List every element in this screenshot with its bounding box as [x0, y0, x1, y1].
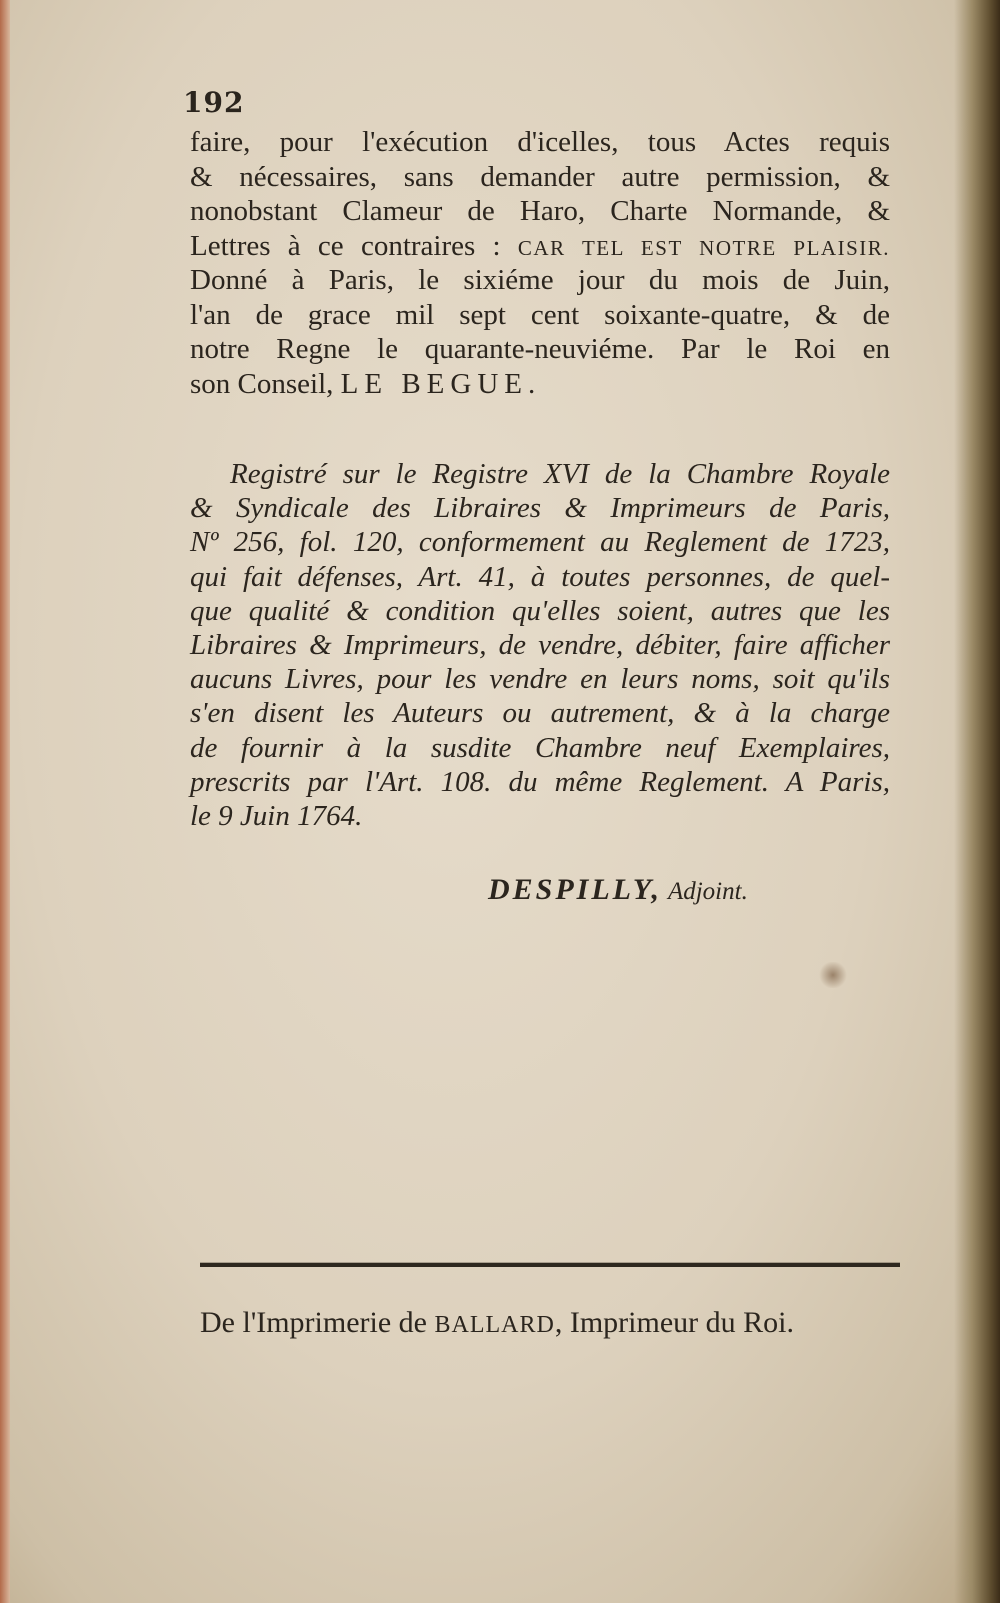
imprint-prefix: De l'Imprimerie de: [200, 1306, 427, 1339]
page-number: 192: [183, 86, 245, 119]
text-line: [190, 229, 890, 264]
registration-notice: [190, 457, 890, 833]
text-line: notre Regne le quarante-neuviéme. Par le Roi en: [190, 333, 890, 365]
text-line: nonobstant Clameur de Haro, Charte Normande, &: [190, 195, 890, 227]
registry-line: aucuns Livres, pour les vendre en leurs noms, soit qu'ils: [190, 663, 890, 696]
page-gutter-shadow: [954, 0, 1000, 1603]
registry-line: qui fait défenses, Art. 41, à toutes personnes, de quel-: [190, 560, 890, 593]
text-line: Donné à Paris, le sixiéme jour du mois de Juin,: [190, 264, 890, 296]
page-left-edge: [0, 0, 10, 1603]
text-segment: son Conseil,: [190, 367, 334, 400]
signature-name: DESPILLY,: [488, 873, 662, 906]
registry-line: de fournir à la susdite Chambre neuf Exemplaires,: [190, 731, 890, 764]
registry-line: prescrits par l'Art. 108. du même Reglement. A Paris,: [190, 765, 890, 798]
imprint-suffix: , Imprimeur du Roi.: [554, 1306, 794, 1339]
registry-line: Nº 256, fol. 120, conformement au Reglement de 1723,: [190, 526, 890, 559]
text-segment: Lettres à ce contraires :: [190, 229, 501, 262]
text-line: & nécessaires, sans demander autre permission, &: [190, 160, 890, 193]
printer-name: BALLARD: [434, 1312, 555, 1338]
registry-line: Libraires & Imprimeurs, de vendre, débiter, faire afficher: [190, 628, 890, 661]
horizontal-rule: [200, 1263, 900, 1267]
registry-line: que qualité & condition qu'elles soient, autres que les: [190, 594, 890, 627]
registry-line: le 9 Juin 1764.: [190, 799, 363, 832]
decree-closing-text: [190, 125, 890, 401]
paper-stain: [818, 962, 848, 988]
text-line: [190, 367, 890, 402]
signature-title: Adjoint.: [667, 878, 748, 905]
text-line: l'an de grace mil sept cent soixante-quatre, & de: [190, 298, 890, 331]
registry-line: Registré sur le Registre XVI de la Chambre Royale: [230, 458, 890, 490]
syndic-signature: [488, 873, 748, 907]
signatory-name: LE BEGUE.: [340, 367, 542, 400]
royal-formula: CAR TEL EST NOTRE PLAISIR.: [517, 235, 891, 260]
text-line: faire, pour l'exécution d'icelles, tous Actes requis: [190, 126, 890, 158]
printer-imprint: [200, 1306, 900, 1340]
registry-line: & Syndicale des Libraires & Imprimeurs de Paris,: [190, 492, 890, 525]
registry-line: s'en disent les Auteurs ou autrement, & à la charge: [190, 697, 890, 730]
